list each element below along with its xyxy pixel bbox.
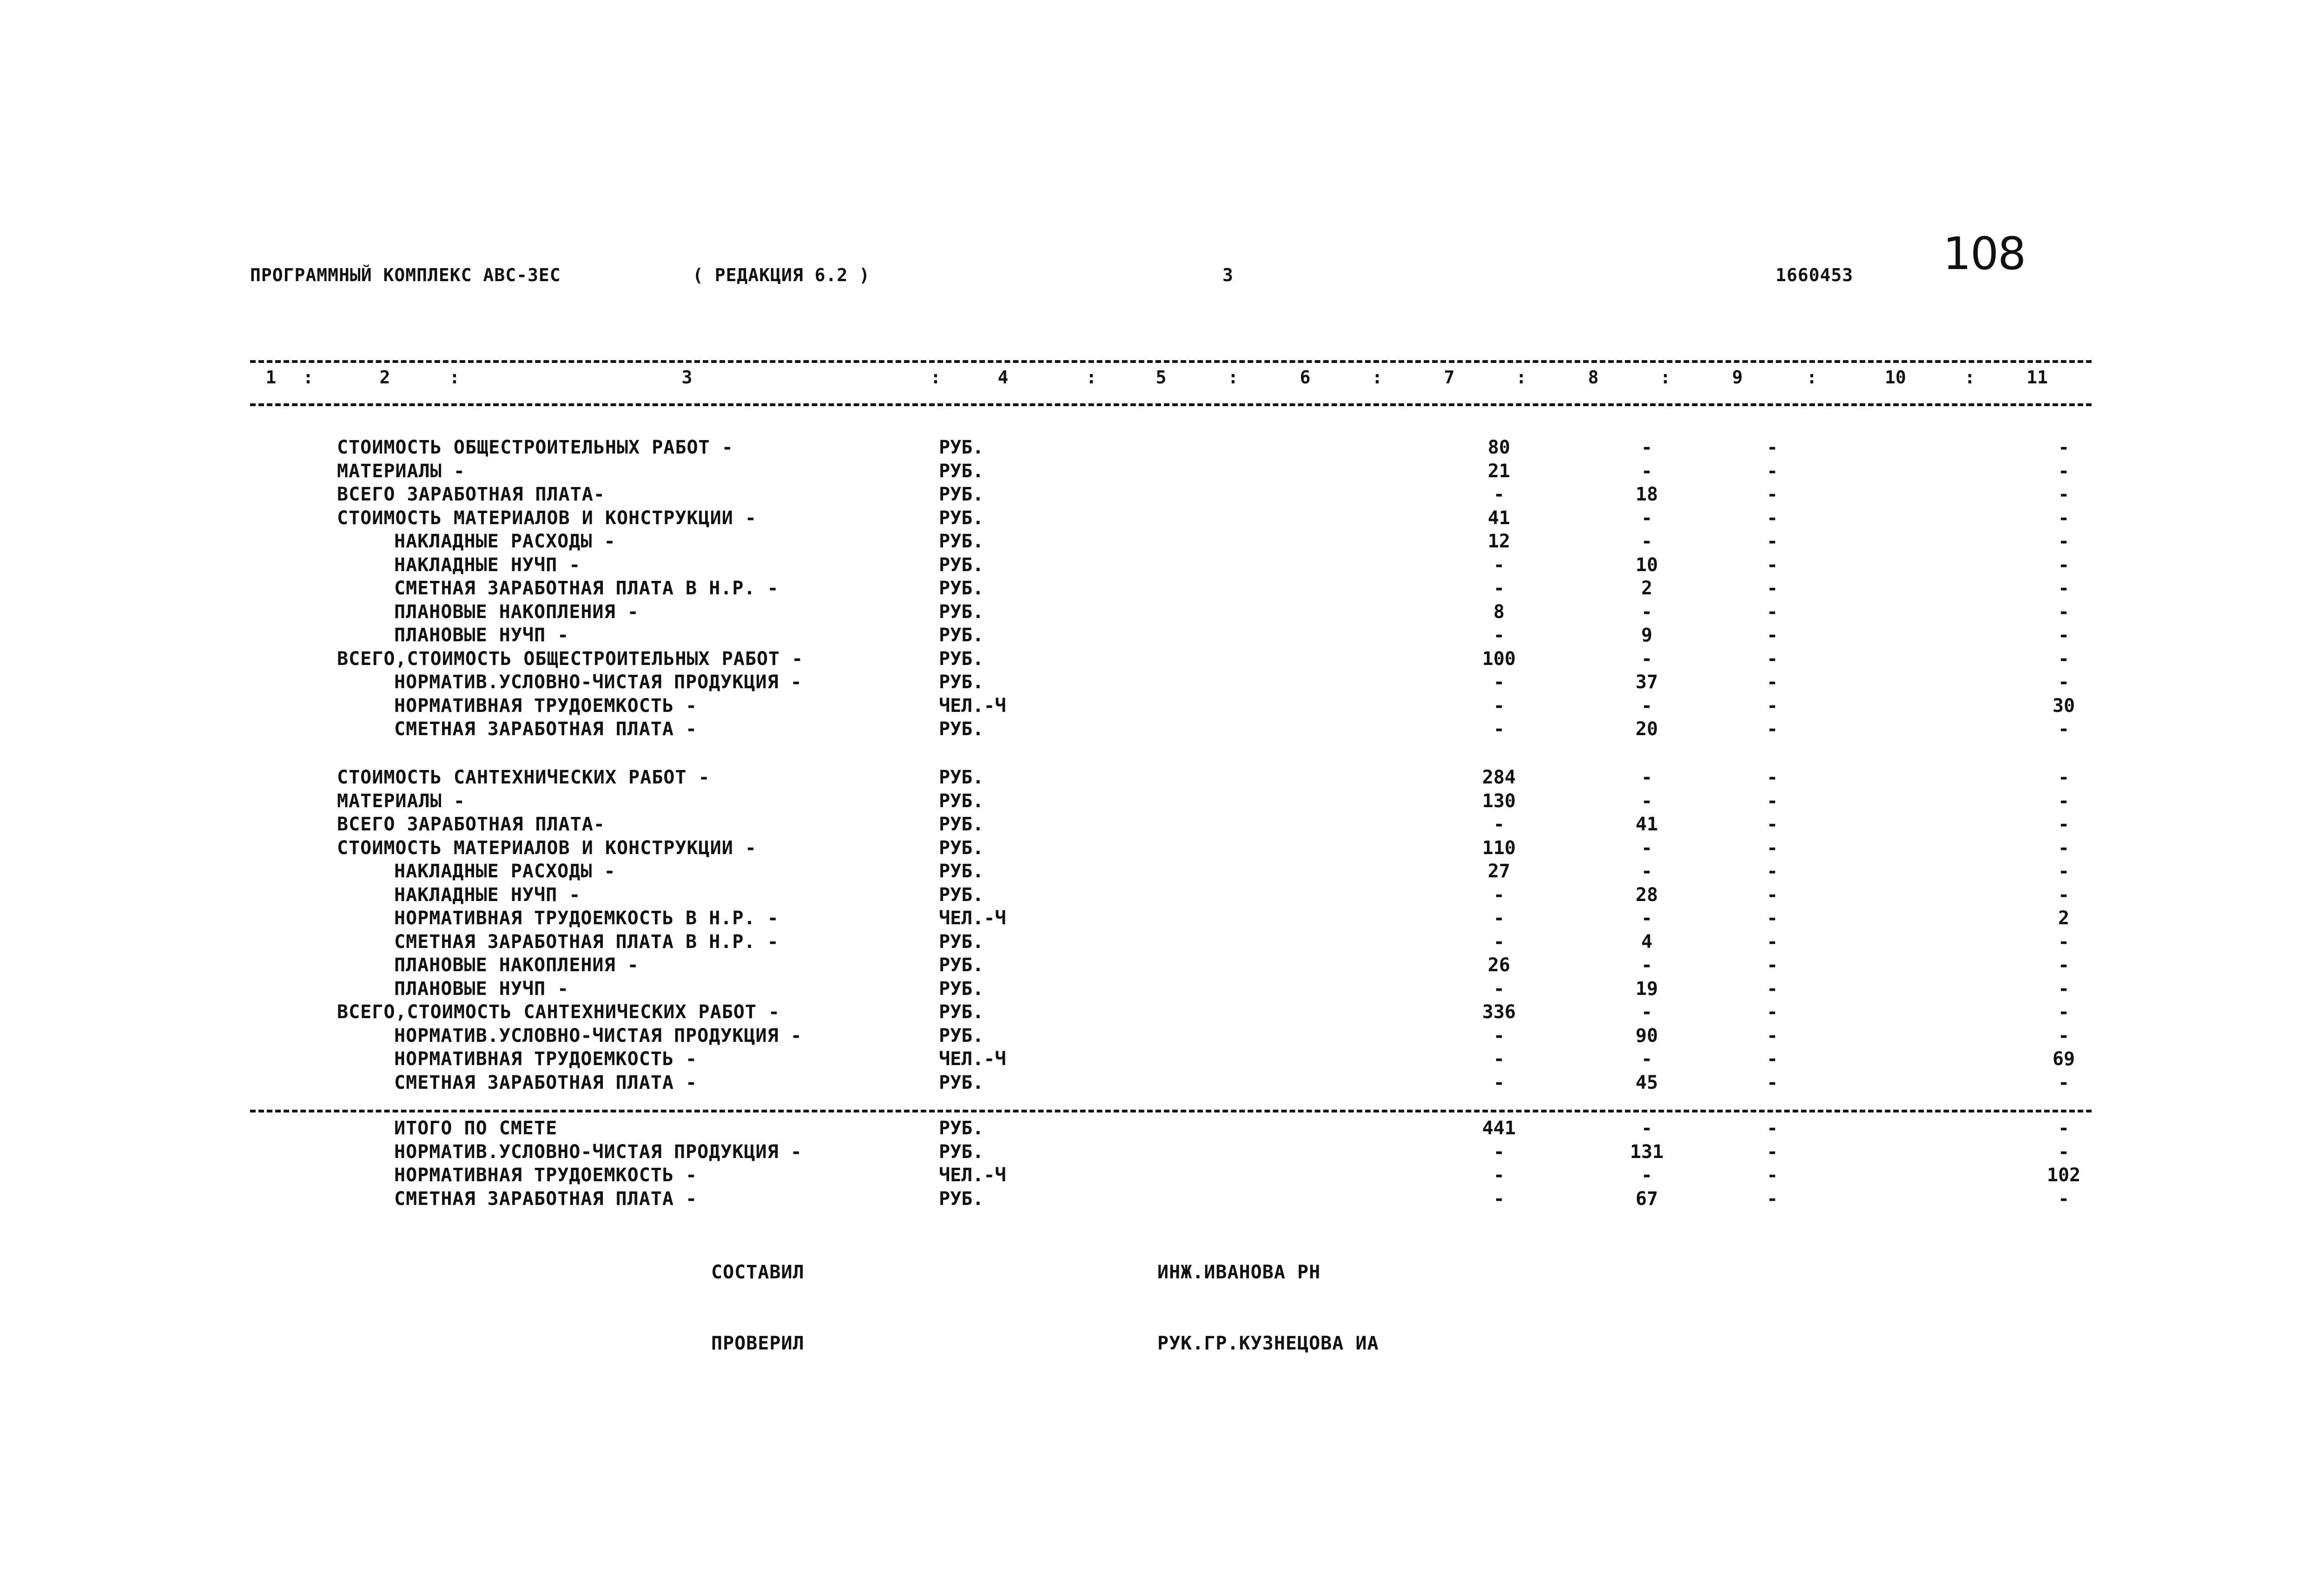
cell-col-11: - [2058, 978, 2070, 1000]
column-separator: : [303, 367, 314, 388]
row-label: ВСЕГО,СТОИМОСТЬ ОБЩЕСТРОИТЕЛЬНЫХ РАБОТ - [337, 648, 804, 670]
cell-col-9: - [1766, 718, 1778, 740]
row-unit: РУБ. [939, 578, 984, 599]
cell-col-11: - [2058, 718, 2070, 740]
compiled-by-label: СОСТАВИЛ [711, 1262, 805, 1283]
cell-col-11: 69 [2052, 1048, 2075, 1070]
row-unit: РУБ. [939, 884, 984, 906]
cell-col-11: - [2058, 601, 2070, 623]
cell-col-8: - [1641, 837, 1653, 859]
row-unit: РУБ. [939, 837, 984, 859]
column-header-row [250, 367, 2092, 390]
row-label: СТОИМОСТЬ САНТЕХНИЧЕСКИХ РАБОТ - [337, 767, 710, 788]
row-unit: РУБ. [939, 484, 984, 505]
cell-col-7: 12 [1487, 531, 1511, 552]
row-label: НОРМАТИВНАЯ ТРУДОЕМКОСТЬ - [394, 1165, 698, 1186]
table-row [0, 531, 2324, 554]
cell-col-9: - [1766, 978, 1778, 1000]
cell-col-7: 21 [1487, 461, 1511, 482]
table-row [0, 671, 2324, 695]
cell-col-8: - [1641, 1048, 1653, 1070]
row-unit: ЧЕЛ.-Ч [939, 1165, 1006, 1186]
cell-col-7: - [1493, 554, 1505, 576]
cell-col-9: - [1766, 531, 1778, 552]
checked-by-label: ПРОВЕРИЛ [711, 1333, 805, 1354]
cell-col-11: - [2058, 1072, 2070, 1093]
column-separator: : [1228, 367, 1239, 388]
cell-col-9: - [1766, 1165, 1778, 1186]
program-title: ПРОГРАММНЫЙ КОМПЛЕКС АВС-3ЕС [250, 265, 561, 285]
cell-col-9: - [1766, 1188, 1778, 1210]
column-header-1: 1 [265, 367, 277, 388]
table-row [0, 1072, 2324, 1095]
row-unit: РУБ. [939, 767, 984, 788]
table-row [0, 695, 2324, 718]
cell-col-11: - [2058, 931, 2070, 953]
cell-col-8: - [1641, 437, 1653, 458]
cell-col-9: - [1766, 884, 1778, 906]
cell-col-9: - [1766, 837, 1778, 859]
cell-col-9: - [1766, 1001, 1778, 1023]
row-unit: РУБ. [939, 437, 984, 458]
cell-col-7: - [1493, 625, 1505, 646]
cell-col-7: - [1493, 978, 1505, 1000]
cell-col-8: 37 [1635, 671, 1658, 693]
cell-col-7: - [1493, 718, 1505, 740]
column-header-5: 5 [1155, 367, 1167, 388]
cell-col-11: - [2058, 1025, 2070, 1046]
total-separator-rule [250, 1110, 2092, 1112]
cell-col-8: - [1641, 908, 1653, 929]
row-label: НОРМАТИВ.УСЛОВНО-ЧИСТАЯ ПРОДУКЦИЯ - [394, 671, 802, 693]
row-unit: РУБ. [939, 1118, 984, 1139]
cell-col-8: 45 [1635, 1072, 1658, 1093]
table-row [0, 484, 2324, 507]
cell-col-8: 9 [1641, 625, 1653, 646]
column-separator: : [1372, 367, 1383, 388]
cell-col-9: - [1766, 461, 1778, 482]
cell-col-7: 336 [1482, 1001, 1516, 1023]
cell-col-9: - [1766, 648, 1778, 670]
cell-col-7: - [1493, 1048, 1505, 1070]
row-label: МАТЕРИАЛЫ - [337, 461, 465, 482]
row-label: ИТОГО ПО СМЕТЕ [394, 1118, 558, 1139]
cell-col-11: - [2058, 648, 2070, 670]
cell-col-11: - [2058, 954, 2070, 976]
cell-col-8: - [1641, 507, 1653, 529]
table-row [0, 437, 2324, 460]
cell-col-8: - [1641, 861, 1653, 882]
row-label: СМЕТНАЯ ЗАРАБОТНАЯ ПЛАТА В Н.Р. - [394, 931, 779, 953]
column-header-10: 10 [1885, 367, 1906, 388]
table-row [0, 767, 2324, 790]
checked-by-name: РУК.ГР.КУЗНЕЦОВА ИА [1157, 1333, 1379, 1354]
cell-col-7: 27 [1487, 861, 1511, 882]
row-label: СТОИМОСТЬ МАТЕРИАЛОВ И КОНСТРУКЦИИ - [337, 507, 757, 529]
cell-col-7: 284 [1482, 767, 1516, 788]
cell-col-8: 18 [1635, 484, 1658, 505]
page-number: 108 [1943, 228, 2026, 280]
row-label: НАКЛАДНЫЕ РАСХОДЫ - [394, 531, 616, 552]
cell-col-11: - [2058, 767, 2070, 788]
column-header-8: 8 [1588, 367, 1599, 388]
cell-col-11: - [2058, 554, 2070, 576]
table-row [0, 1048, 2324, 1072]
row-unit: ЧЕЛ.-Ч [939, 695, 1006, 717]
column-separator: : [449, 367, 460, 388]
cell-col-9: - [1766, 1025, 1778, 1046]
table-row [0, 1118, 2324, 1141]
cell-col-9: - [1766, 554, 1778, 576]
cell-col-9: - [1766, 790, 1778, 812]
cell-col-11: - [2058, 814, 2070, 835]
cell-col-8: 41 [1635, 814, 1658, 835]
row-unit: РУБ. [939, 790, 984, 812]
table-row [0, 625, 2324, 648]
table-row [0, 718, 2324, 742]
cell-col-8: 67 [1635, 1188, 1658, 1210]
row-label: НОРМАТИВНАЯ ТРУДОЕМКОСТЬ - [394, 1048, 698, 1070]
row-label: ПЛАНОВЫЕ НУЧП - [394, 625, 569, 646]
cell-col-11: 102 [2047, 1165, 2081, 1186]
cell-col-9: - [1766, 931, 1778, 953]
row-unit: РУБ. [939, 507, 984, 529]
table-row [0, 507, 2324, 531]
table-row [0, 554, 2324, 578]
cell-col-8: - [1641, 790, 1653, 812]
column-header-6: 6 [1300, 367, 1311, 388]
sheet-number: 3 [1222, 265, 1234, 285]
row-label: ПЛАНОВЫЕ НАКОПЛЕНИЯ - [394, 954, 639, 976]
cell-col-11: - [2058, 790, 2070, 812]
cell-col-11: - [2058, 484, 2070, 505]
table-row [0, 790, 2324, 814]
cell-col-7: 130 [1482, 790, 1516, 812]
row-label: ПЛАНОВЫЕ НАКОПЛЕНИЯ - [394, 601, 639, 623]
row-label: ВСЕГО,СТОИМОСТЬ САНТЕХНИЧЕСКИХ РАБОТ - [337, 1001, 780, 1023]
column-separator: : [1964, 367, 1975, 388]
table-row [0, 1188, 2324, 1211]
cell-col-9: - [1766, 814, 1778, 835]
row-label: ВСЕГО ЗАРАБОТНАЯ ПЛАТА- [337, 814, 605, 835]
column-header-9: 9 [1732, 367, 1743, 388]
row-unit: РУБ. [939, 554, 984, 576]
cell-col-8: - [1641, 1165, 1653, 1186]
table-row [0, 601, 2324, 625]
cell-col-11: - [2058, 837, 2070, 859]
table-row [0, 814, 2324, 837]
cell-col-7: - [1493, 484, 1505, 505]
row-label: НОРМАТИВ.УСЛОВНО-ЧИСТАЯ ПРОДУКЦИЯ - [394, 1141, 802, 1163]
cell-col-7: 8 [1493, 601, 1505, 623]
cell-col-8: 20 [1635, 718, 1658, 740]
row-unit: РУБ. [939, 931, 984, 953]
row-unit: РУБ. [939, 601, 984, 623]
cell-col-9: - [1766, 601, 1778, 623]
row-label: ПЛАНОВЫЕ НУЧП - [394, 978, 569, 1000]
cell-col-9: - [1766, 954, 1778, 976]
table-row [0, 648, 2324, 671]
cell-col-7: - [1493, 578, 1505, 599]
column-header-11: 11 [2027, 367, 2048, 388]
cell-col-9: - [1766, 671, 1778, 693]
row-unit: РУБ. [939, 1141, 984, 1163]
column-separator: : [1516, 367, 1527, 388]
cell-col-11: - [2058, 861, 2070, 882]
column-header-7: 7 [1444, 367, 1455, 388]
cell-col-7: 26 [1487, 954, 1511, 976]
cell-col-8: - [1641, 1118, 1653, 1139]
cell-col-9: - [1766, 1072, 1778, 1093]
row-label: СМЕТНАЯ ЗАРАБОТНАЯ ПЛАТА - [394, 1072, 698, 1093]
row-label: НАКЛАДНЫЕ НУЧП - [394, 884, 581, 906]
cell-col-8: - [1641, 767, 1653, 788]
document-code: 1660453 [1776, 265, 1854, 285]
row-unit: РУБ. [939, 954, 984, 976]
table-row [0, 931, 2324, 954]
table-row [0, 978, 2324, 1001]
cell-col-7: - [1493, 1072, 1505, 1093]
table-row [0, 837, 2324, 861]
cell-col-11: - [2058, 1001, 2070, 1023]
cell-col-11: - [2058, 625, 2070, 646]
table-row [0, 861, 2324, 884]
row-unit: РУБ. [939, 1188, 984, 1210]
row-label: НОРМАТИВ.УСЛОВНО-ЧИСТАЯ ПРОДУКЦИЯ - [394, 1025, 802, 1046]
cell-col-9: - [1766, 695, 1778, 717]
column-header-3: 3 [681, 367, 693, 388]
cell-col-8: 131 [1630, 1141, 1664, 1163]
row-label: СМЕТНАЯ ЗАРАБОТНАЯ ПЛАТА - [394, 1188, 698, 1210]
cell-col-9: - [1766, 507, 1778, 529]
cell-col-8: 90 [1635, 1025, 1658, 1046]
cell-col-9: - [1766, 625, 1778, 646]
column-separator: : [1660, 367, 1671, 388]
cell-col-9: - [1766, 1118, 1778, 1139]
cell-col-9: - [1766, 484, 1778, 505]
row-unit: РУБ. [939, 648, 984, 670]
column-separator: : [1806, 367, 1817, 388]
cell-col-7: - [1493, 1141, 1505, 1163]
row-label: НОРМАТИВНАЯ ТРУДОЕМКОСТЬ - [394, 695, 698, 717]
row-unit: РУБ. [939, 718, 984, 740]
compiled-by-name: ИНЖ.ИВАНОВА РН [1157, 1262, 1321, 1283]
column-header-2: 2 [379, 367, 390, 388]
column-separator: : [930, 367, 941, 388]
row-label: СТОИМОСТЬ ОБЩЕСТРОИТЕЛЬНЫХ РАБОТ - [337, 437, 733, 458]
row-label: СМЕТНАЯ ЗАРАБОТНАЯ ПЛАТА В Н.Р. - [394, 578, 779, 599]
header-bottom-rule [250, 403, 2092, 406]
row-unit: РУБ. [939, 861, 984, 882]
cell-col-11: - [2058, 437, 2070, 458]
cell-col-11: - [2058, 884, 2070, 906]
row-unit: РУБ. [939, 978, 984, 1000]
row-unit: РУБ. [939, 1001, 984, 1023]
cell-col-9: - [1766, 1048, 1778, 1070]
row-unit: РУБ. [939, 671, 984, 693]
column-separator: : [1086, 367, 1097, 388]
cell-col-9: - [1766, 437, 1778, 458]
cell-col-8: 28 [1635, 884, 1658, 906]
row-unit: РУБ. [939, 814, 984, 835]
cell-col-9: - [1766, 578, 1778, 599]
cell-col-7: - [1493, 1165, 1505, 1186]
row-label: НОРМАТИВНАЯ ТРУДОЕМКОСТЬ В Н.Р. - [394, 908, 779, 929]
table-row [0, 461, 2324, 484]
cell-col-9: - [1766, 861, 1778, 882]
row-label: МАТЕРИАЛЫ - [337, 790, 465, 812]
cell-col-7: - [1493, 814, 1505, 835]
table-row [0, 1025, 2324, 1048]
row-unit: РУБ. [939, 1072, 984, 1093]
table-row [0, 954, 2324, 978]
row-unit: ЧЕЛ.-Ч [939, 1048, 1006, 1070]
edition-label: ( РЕДАКЦИЯ 6.2 ) [693, 265, 871, 285]
cell-col-7: - [1493, 1188, 1505, 1210]
cell-col-9: - [1766, 767, 1778, 788]
cell-col-9: - [1766, 908, 1778, 929]
row-unit: РУБ. [939, 625, 984, 646]
row-label: НАКЛАДНЫЕ РАСХОДЫ - [394, 861, 616, 882]
row-label: СТОИМОСТЬ МАТЕРИАЛОВ И КОНСТРУКЦИИ - [337, 837, 757, 859]
cell-col-11: - [2058, 461, 2070, 482]
cell-col-11: - [2058, 1141, 2070, 1163]
cell-col-7: - [1493, 695, 1505, 717]
cell-col-8: - [1641, 601, 1653, 623]
row-unit: РУБ. [939, 531, 984, 552]
row-unit: ЧЕЛ.-Ч [939, 908, 1006, 929]
table-row [0, 1165, 2324, 1188]
cell-col-11: - [2058, 671, 2070, 693]
cell-col-11: 30 [2052, 695, 2075, 717]
cell-col-7: - [1493, 1025, 1505, 1046]
cell-col-8: - [1641, 954, 1653, 976]
row-unit: РУБ. [939, 461, 984, 482]
cell-col-7: - [1493, 671, 1505, 693]
cell-col-7: - [1493, 931, 1505, 953]
table-row [0, 1141, 2324, 1165]
cell-col-8: 2 [1641, 578, 1653, 599]
cell-col-7: - [1493, 908, 1505, 929]
cell-col-8: - [1641, 695, 1653, 717]
cell-col-11: 2 [2058, 908, 2070, 929]
cell-col-8: 19 [1635, 978, 1658, 1000]
table-row [0, 1001, 2324, 1025]
column-header-4: 4 [997, 367, 1009, 388]
cell-col-9: - [1766, 1141, 1778, 1163]
cell-col-8: - [1641, 531, 1653, 552]
cell-col-8: - [1641, 648, 1653, 670]
row-label: НАКЛАДНЫЕ НУЧП - [394, 554, 581, 576]
row-label: СМЕТНАЯ ЗАРАБОТНАЯ ПЛАТА - [394, 718, 698, 740]
header-top-rule [250, 360, 2092, 363]
cell-col-7: 441 [1482, 1118, 1516, 1139]
cell-col-11: - [2058, 578, 2070, 599]
cell-col-7: - [1493, 884, 1505, 906]
table-row [0, 884, 2324, 908]
cell-col-7: 100 [1482, 648, 1516, 670]
cell-col-11: - [2058, 1188, 2070, 1210]
table-row [0, 578, 2324, 601]
cell-col-8: 10 [1635, 554, 1658, 576]
cell-col-8: 4 [1641, 931, 1653, 953]
cell-col-11: - [2058, 531, 2070, 552]
cell-col-7: 80 [1487, 437, 1511, 458]
cell-col-11: - [2058, 507, 2070, 529]
row-label: ВСЕГО ЗАРАБОТНАЯ ПЛАТА- [337, 484, 605, 505]
table-row [0, 908, 2324, 931]
cell-col-8: - [1641, 461, 1653, 482]
cell-col-8: - [1641, 1001, 1653, 1023]
cell-col-7: 41 [1487, 507, 1511, 529]
cell-col-7: 110 [1482, 837, 1516, 859]
row-unit: РУБ. [939, 1025, 984, 1046]
cell-col-11: - [2058, 1118, 2070, 1139]
